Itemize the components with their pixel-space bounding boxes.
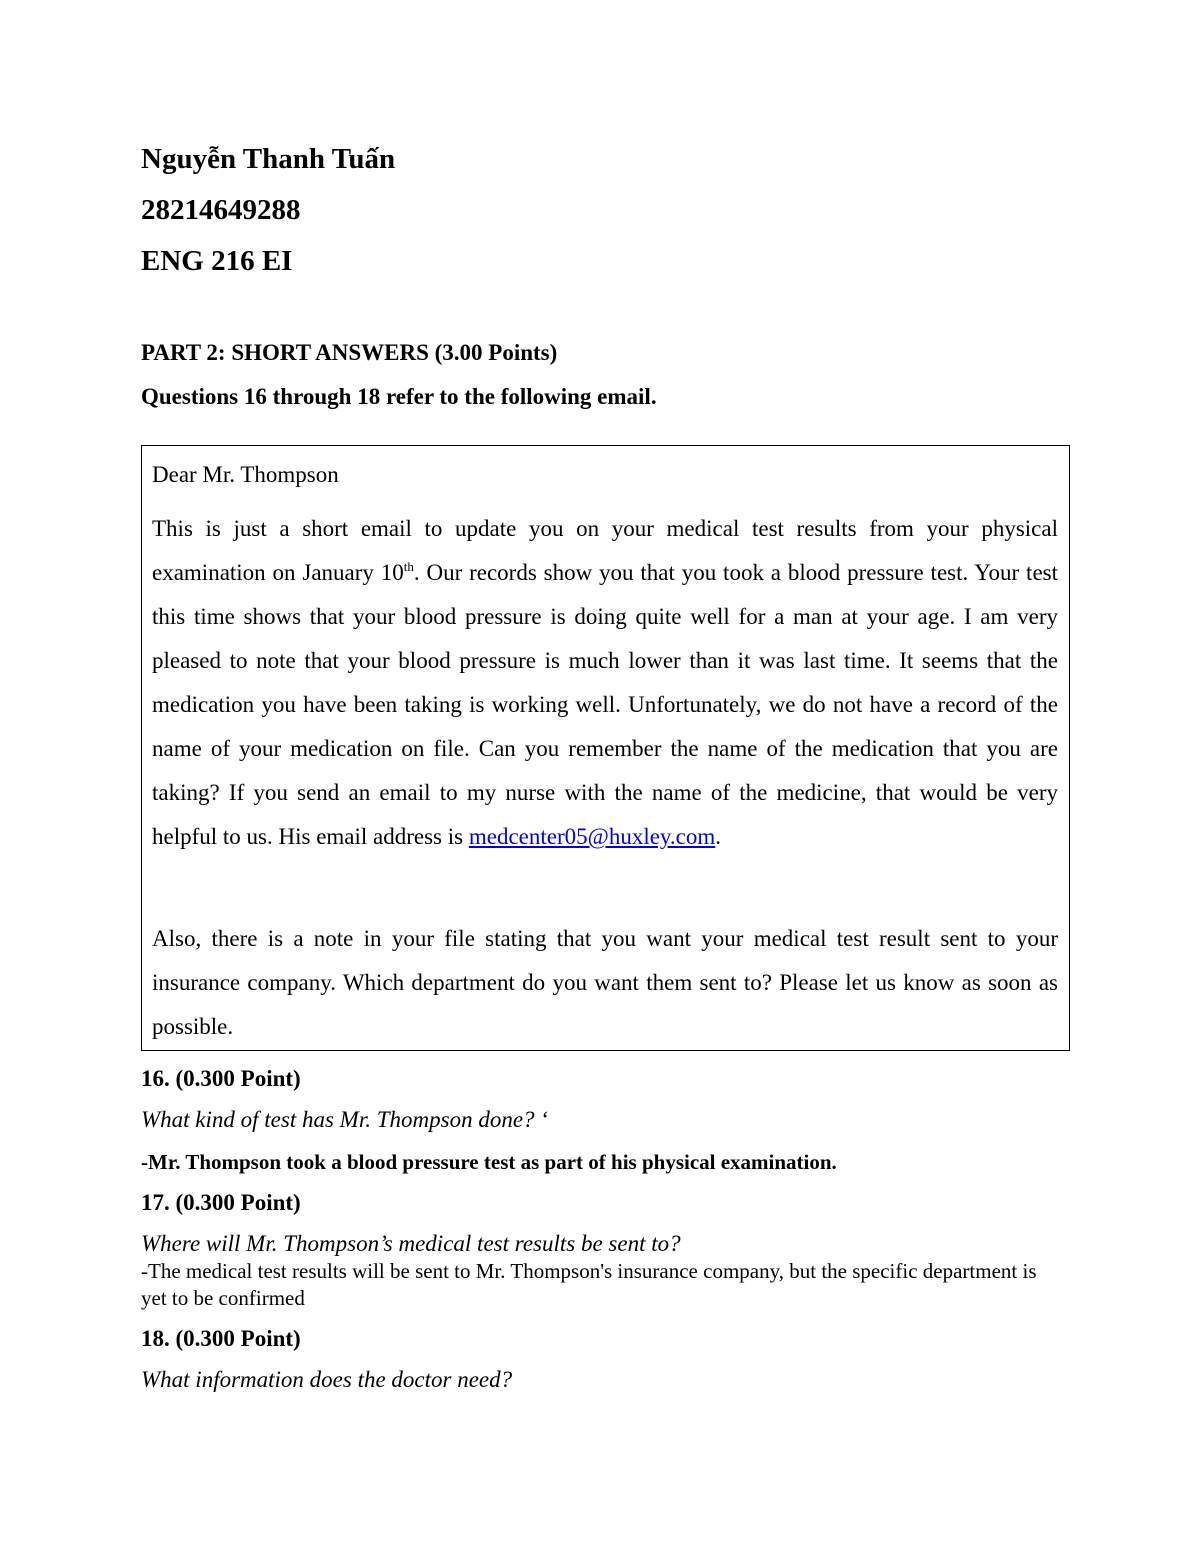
email-paragraph-1-end: .	[715, 824, 722, 849]
ordinal-suffix: th	[403, 559, 414, 574]
question-16-answer: -Mr. Thompson took a blood pressure test as part of his physical examination.	[141, 1150, 837, 1174]
question-16-text: What kind of test has Mr. Thompson done? ‘	[141, 1107, 548, 1132]
email-address-link[interactable]: medcenter05@huxley.com	[468, 824, 716, 849]
part-title: PART 2: SHORT ANSWERS (3.00 Points)	[141, 340, 558, 365]
student-name: Nguyễn Thanh Tuấn	[141, 143, 396, 175]
question-17-text: Where will Mr. Thompson’s medical test results be sent to?	[141, 1231, 681, 1256]
question-17-answer: -The medical test results will be sent to Mr. Thompson's insurance company, but the specific department is yet to be confirmed	[141, 1259, 1037, 1310]
question-18-text: What information does the doctor need?	[141, 1367, 513, 1392]
email-paragraph-1	[152, 507, 1058, 859]
email-paragraph-1-text: This is just a short email to update you on your medical test results from your physical examination on January 10	[152, 516, 1058, 585]
email-paragraph-2: Also, there is a note in your file stating that you want your medical test result sent to your insurance company. Which department do you want them sent to? Please let us know as soon as possible.	[152, 926, 1058, 1039]
question-18-heading: 18. (0.300 Point)	[141, 1326, 301, 1351]
part-intro: Questions 16 through 18 refer to the following email.	[141, 384, 657, 409]
email-box	[141, 445, 1070, 1051]
email-paragraph-1-body: . Our records show you that you took a blood pressure test. Your test this time shows that your blood pressure is doing quite well for a man at your age. I am very pleased to note that your blood pressure is much lower than it was last time. It seems that the medication you have been taking is working well. Unfortunately, we do not have a record of the name of your medication on file. Can you remember the name of the medication that you are taking? If you send an email to my nurse with the name of the medicine, that would be very helpful to us. His email address is	[152, 560, 1058, 849]
student-id: 28214649288	[141, 194, 301, 226]
email-greeting: Dear Mr. Thompson	[152, 462, 339, 487]
class-code: ENG 216 EI	[141, 245, 293, 277]
question-16-heading: 16. (0.300 Point)	[141, 1066, 301, 1091]
question-17-heading: 17. (0.300 Point)	[141, 1190, 301, 1215]
